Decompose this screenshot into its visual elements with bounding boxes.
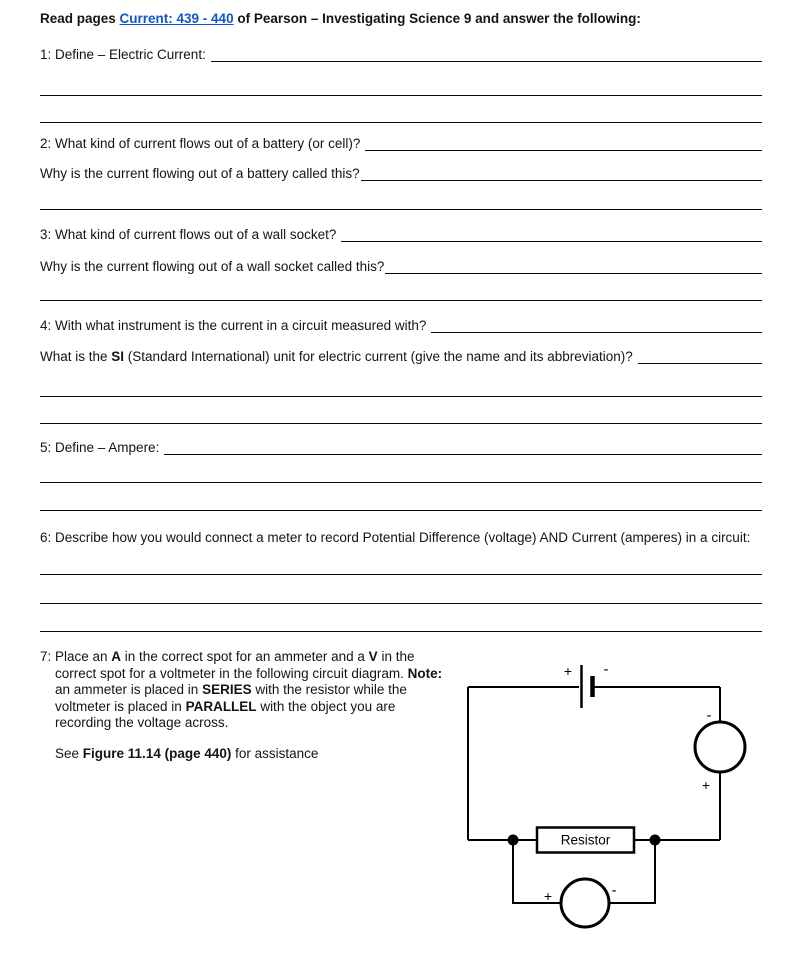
question-5 xyxy=(40,439,762,457)
question-4b-label xyxy=(40,348,633,366)
battery-plus-label: + xyxy=(563,663,573,679)
bottom-meter-plus-label: + xyxy=(543,888,553,904)
answer-line xyxy=(40,122,762,123)
question-4b-pre: What is the xyxy=(40,349,112,364)
q7-text: with the resistor while the voltmeter is placed in xyxy=(55,682,407,714)
resistor-label: Resistor xyxy=(560,832,611,848)
answer-blank xyxy=(638,348,762,364)
answer-blank xyxy=(164,439,762,455)
bottom-meter-circle xyxy=(561,879,609,927)
question-4-label: 4: With what instrument is the current in a circuit measured with? xyxy=(40,318,427,333)
header-suffix: of Pearson – Investigating Science 9 and answer the following: xyxy=(233,11,641,26)
answer-line xyxy=(40,300,762,301)
q7-text: 7: Place an xyxy=(40,649,112,664)
answer-line xyxy=(40,510,762,511)
answer-line xyxy=(40,423,762,424)
answer-blank xyxy=(341,226,762,242)
question-2b-label: Why is the current flowing out of a battery called this? xyxy=(40,166,360,181)
q7-note-label: Note: xyxy=(407,665,443,681)
answer-blank xyxy=(211,46,762,62)
q7-ammeter-letter: A xyxy=(111,649,122,664)
answer-line xyxy=(40,396,762,397)
question-4 xyxy=(40,317,762,335)
answer-blank xyxy=(431,317,762,333)
q7-text: an ammeter is placed in xyxy=(55,682,203,697)
q7-text: with the object you are recording the voltage across. xyxy=(55,698,396,730)
answer-line xyxy=(40,209,762,210)
question-4b xyxy=(40,348,762,366)
q7-text: in the correct spot for an ammeter and a xyxy=(121,649,369,664)
question-3-label: 3: What kind of current flows out of a wall socket? xyxy=(40,227,337,242)
question-6-label: 6: Describe how you would connect a meter to record Potential Difference (voltage) AND Current (amperes) in a circuit: xyxy=(40,530,751,545)
answer-blank xyxy=(365,135,762,151)
answer-line xyxy=(40,482,762,483)
question-3b xyxy=(40,258,762,276)
question-6 xyxy=(40,529,762,547)
question-3b-label: Why is the current flowing out of a wall socket called this? xyxy=(40,259,385,274)
see-figure-ref: Figure 11.14 (page 440) xyxy=(82,745,232,761)
answer-line xyxy=(40,631,762,632)
q7-parallel-word: PARALLEL xyxy=(185,698,257,714)
answer-line xyxy=(40,95,762,96)
junction-dot-right xyxy=(650,835,661,846)
see-figure-pre: See xyxy=(55,745,83,761)
answer-blank xyxy=(361,165,762,181)
question-2 xyxy=(40,135,762,153)
pages-link[interactable]: Current: 439 - 440 xyxy=(119,11,234,26)
circuit-wire xyxy=(468,687,720,840)
answer-line xyxy=(40,574,762,575)
question-1-label: 1: Define – Electric Current: xyxy=(40,47,206,62)
battery-minus-label: - xyxy=(603,661,609,678)
see-figure-post: for assistance xyxy=(231,745,319,761)
instructions-header xyxy=(40,10,762,28)
right-meter-circle xyxy=(695,722,745,772)
question-3 xyxy=(40,226,762,244)
question-5-label: 5: Define – Ampere: xyxy=(40,440,160,455)
question-2b xyxy=(40,165,762,183)
q7-text: in the correct spot for a voltmeter in the following circuit diagram. xyxy=(55,649,415,681)
header-prefix: Read pages xyxy=(40,11,120,26)
q7-series-word: SERIES xyxy=(202,682,252,697)
question-1 xyxy=(40,46,762,64)
answer-line xyxy=(40,603,762,604)
junction-dot-left xyxy=(508,835,519,846)
answer-blank xyxy=(385,258,762,274)
circuit-diagram xyxy=(450,648,790,948)
bottom-meter-minus-label: - xyxy=(611,882,617,899)
question-7 xyxy=(40,649,454,732)
question-4b-si: SI xyxy=(111,349,125,364)
right-meter-plus-label: + xyxy=(701,777,711,793)
question-2-label: 2: What kind of current flows out of a battery (or cell)? xyxy=(40,136,361,151)
right-meter-minus-label: - xyxy=(706,707,712,724)
q7-voltmeter-letter: V xyxy=(368,649,378,664)
question-4b-post: (Standard International) unit for electric current (give the name and its abbreviation)? xyxy=(124,349,633,364)
